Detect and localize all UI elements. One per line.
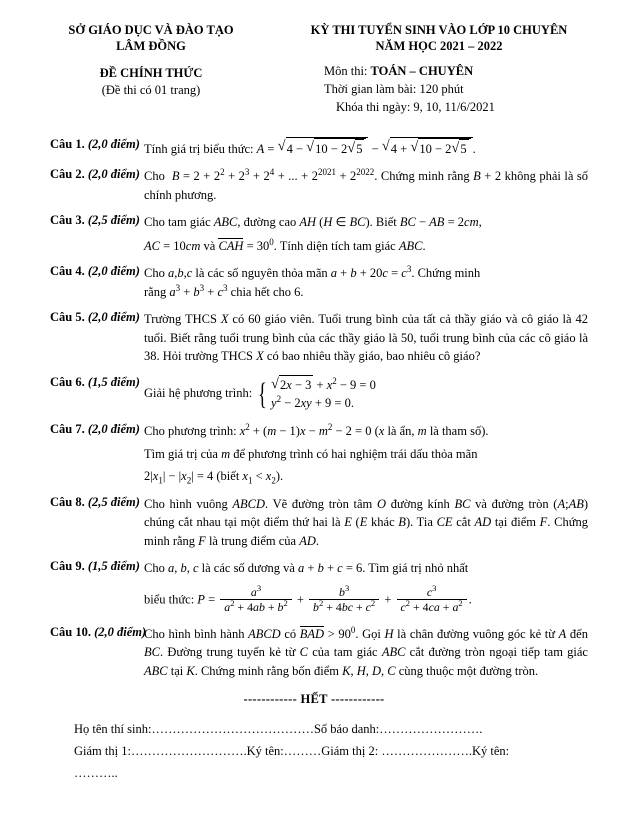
- question-number: Câu 10.: [50, 624, 91, 639]
- question-list: [26, 137, 602, 681]
- invigilator2-dots: ………………….: [378, 744, 472, 759]
- header-left-block: [26, 22, 276, 98]
- exam-date-value: 9, 10, 11/6/2021: [413, 99, 495, 114]
- question-body: Cho $B = 2 + 2^2 + 2^3 + 2^4$ + ... + $2^{2021} + 2^{2022}$. Chứng minh rằng B + 2 không phải là số chính phương.: [144, 166, 588, 202]
- candidate-row: [74, 719, 572, 741]
- question-number: Câu 7.: [50, 422, 85, 436]
- question-number: Câu 1.: [50, 136, 85, 151]
- sign2-label: Ký tên:: [471, 744, 510, 759]
- question-points: (2,5 điểm): [87, 213, 140, 227]
- candidate-number-dots: …………………….: [379, 722, 483, 737]
- page-count-note: (Đề thi có 01 trang): [101, 82, 201, 97]
- department-line-1: SỞ GIÁO DỤC VÀ ĐÀO TẠO: [68, 23, 234, 37]
- question-label: [26, 422, 144, 486]
- sign1-label: Ký tên:: [246, 744, 284, 759]
- duration-row: [276, 82, 602, 97]
- question-body: Trường THCS X có 60 giáo viên. Tuổi trung bình của tất cả thầy giáo và cô giáo là 42 tuổi. Biết rằng tuổi trung bình của các thầy giáo là 50, tuổi trung bình của các cô giáo là 38. Hỏi trường THCS X có bao nhiêu thầy giáo, bao nhiêu cô giáo?: [144, 312, 588, 363]
- question-number: Câu 6.: [50, 374, 85, 389]
- question-label: [26, 495, 144, 551]
- question-body: Cho tam giác ABC, đường cao AH (H ∈ BC). Biết BC − AB = 2cm, AC = 10cm và CAH = $30^0$. Tính diện tích tam giác ABC.: [144, 215, 482, 253]
- question-item: [26, 422, 602, 486]
- question-number: Câu 8.: [50, 494, 85, 509]
- candidate-name-dots: …………………………………: [151, 722, 314, 737]
- question-number: Câu 4.: [50, 264, 85, 278]
- question-label: [26, 167, 144, 204]
- subject-row: [276, 64, 602, 79]
- question-item: [26, 310, 602, 366]
- sign2-dots: ………..: [74, 766, 118, 781]
- exam-date-label: Khóa thi ngày:: [336, 99, 411, 114]
- invigilator1-dots: ……………………….: [130, 744, 247, 759]
- header-right-block: [276, 22, 602, 115]
- question-points: (2,0 điểm): [87, 422, 140, 436]
- question-points: (2,0 điểm): [87, 264, 140, 278]
- question-item: [26, 213, 602, 255]
- question-body: Cho a,b,c là các số nguyên thỏa mãn $a + b + 20c = c^3$. Chứng minh rằng $a^3 + b^3 + c^3$ chia hết cho 6.: [144, 263, 481, 299]
- question-number: Câu 5.: [50, 310, 85, 324]
- question-body: Cho hình vuông ABCD. Vẽ đường tròn tâm O đường kính BC và đường tròn (A;AB) chúng cắt nhau tại một điểm thứ hai là E (E khác B). Tia CE cắt AD tại điểm F. Chứng minh rằng F là trung điểm của AD.: [144, 496, 589, 548]
- question-points: (2,0 điểm): [94, 624, 147, 639]
- candidate-info-block: [26, 719, 602, 785]
- exam-title-line-2: NĂM HỌC 2021 – 2022: [375, 39, 503, 54]
- exam-date-row: [276, 100, 602, 115]
- invigilator2-label: Giám thị 2:: [321, 744, 379, 759]
- end-of-exam-marker: ------------ HẾT ------------: [243, 692, 385, 707]
- question-label: [26, 264, 144, 301]
- duration-value: 120 phút: [419, 81, 464, 96]
- question-item: [26, 625, 602, 681]
- question-points: (1,5 điểm): [87, 559, 140, 573]
- question-label: [26, 310, 144, 366]
- candidate-name-label: Họ tên thí sinh:: [74, 722, 152, 737]
- question-body: Tính giá trị biểu thức: A = √ 4 − √ 10 − 2 √ 5 − √ 4 + √ 10 − 2 √ 5 .: [144, 137, 602, 159]
- question-item: [26, 559, 602, 616]
- question-item: [26, 167, 602, 204]
- question-points: (1,5 điểm): [87, 374, 140, 389]
- question-body: Giải hệ phương trình: { √ $2x - 3 + x^2 - 9 = 0$ $y^2 - 2xy + 9 = 0$.: [144, 375, 602, 414]
- question-item: [26, 375, 602, 414]
- question-body: Cho phương trình: $x^2 + (m - 1)x - m^2 - 2 = 0$ (x là ẩn, m là tham số). Tìm giá trị của m để phương trình có hai nghiệm trái dấu thỏa mãn $2|x_1| - |x_2| = 4$ (biết $x_1 < x_2$).: [144, 421, 489, 486]
- question-points: (2,0 điểm): [87, 167, 140, 181]
- question-body: Cho hình bình hành ABCD có BAD > $90^0$. Gọi H là chân đường vuông góc kẻ từ A đến BC. Đường trung tuyến kẻ từ C của tam giác ABC cắt đường tròn ngoại tiếp tam giác ABC tại K. Chứng minh rằng bốn điểm K, H, D, C cùng thuộc một đường tròn.: [144, 624, 588, 678]
- question-item: [26, 264, 602, 301]
- question-item: [26, 137, 602, 159]
- question-number: Câu 3.: [50, 213, 85, 227]
- question-label: [26, 559, 144, 616]
- question-points: (2,5 điểm): [87, 494, 140, 509]
- question-item: [26, 495, 602, 551]
- candidate-number-label: Số báo danh:: [313, 722, 380, 737]
- subject-value: TOÁN – CHUYÊN: [370, 63, 474, 78]
- question-label: [26, 375, 144, 414]
- document-header: [26, 22, 602, 115]
- invigilator1-label: Giám thị 1:: [74, 744, 131, 759]
- duration-label: Thời gian làm bài:: [324, 81, 417, 96]
- sign1-dots: ………: [283, 744, 322, 759]
- question-body: Cho a, b, c là các số dương và a + b + c = 6. Tìm giá trị nhỏ nhất biểu thức: P = $\frac{a^3}{a^2 + 4ab + b^2}$ + $\frac{b^3}{b^2 + 4bc + c^2}$ + $\frac{c^3}{c^2 + 4ca + a^2}$ .: [144, 561, 472, 615]
- subject-label: Môn thi:: [324, 63, 368, 78]
- question-number: Câu 9.: [50, 559, 85, 573]
- question-points: (2,0 điểm): [87, 136, 140, 151]
- exam-title-line-1: KỲ THI TUYỂN SINH VÀO LỚP 10 CHUYÊN: [310, 23, 568, 37]
- official-paper-label: ĐỀ CHÍNH THỨC: [99, 65, 203, 80]
- question-label: [26, 137, 144, 159]
- department-line-2: LÂM ĐỒNG: [116, 39, 186, 54]
- question-points: (2,0 điểm): [87, 310, 140, 324]
- question-number: Câu 2.: [50, 167, 85, 181]
- invigilator-row: [74, 741, 572, 763]
- question-label: [26, 624, 147, 681]
- question-label: [26, 213, 144, 255]
- equation-system: { √ $2x - 3 + x^2 - 9 = 0$ $y^2 - 2xy + 9 = 0$.: [255, 375, 376, 414]
- sign2-dots-row: [74, 763, 572, 785]
